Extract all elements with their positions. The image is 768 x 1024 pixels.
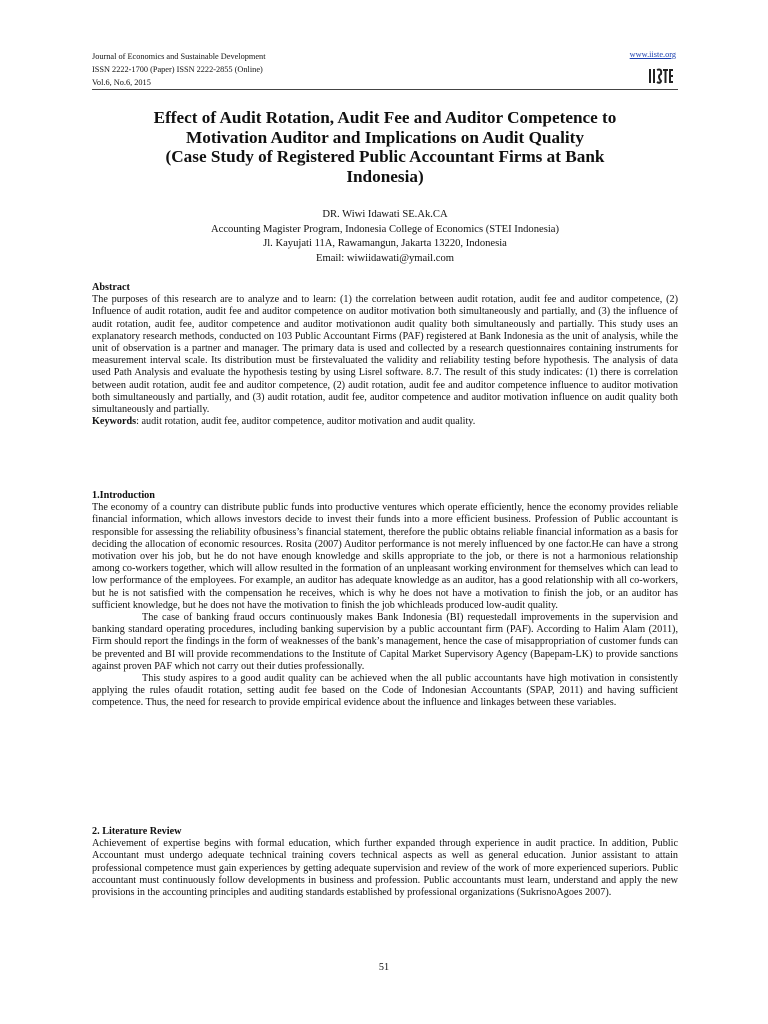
introduction-heading: 1.Introduction	[92, 490, 155, 501]
author-address: Jl. Kayujati 11A, Rawamangun, Jakarta 13220, Indonesia	[263, 238, 507, 250]
journal-volume: Vol.6, No.6, 2015	[92, 78, 151, 87]
page-number: 51	[378, 962, 390, 973]
title-line: Motivation Auditor and Implications on Audit Quality	[186, 127, 584, 147]
iiste-logo	[648, 66, 674, 86]
keywords	[92, 416, 678, 428]
header-divider	[92, 89, 678, 90]
introduction-section	[92, 490, 678, 710]
title-line: Effect of Audit Rotation, Audit Fee and Auditor Competence to	[153, 108, 617, 127]
paper-title	[92, 108, 678, 186]
iiste-logo-icon	[648, 66, 674, 86]
keywords-label: Keywords	[92, 416, 137, 428]
abstract-text: The purposes of this research are to analyze and to learn: (1) the correlation between audit rotation, audit fee and auditor competence, (2) Influence of audit rotation, audit fee and auditor competence on auditor motivation both simultaneously and partially, and (3) the influence of audit rotation, audit fee, auditor competence and auditor motivationon audit quality both simultaneously and partially. This study uses an explanatory research methods, conducted on 103 Public Accountant Firms (PAF) registered at Bank Indonesia as the unit of analysis, while the unit of observation is a partner and manager. The primary data is used and collected by a research questionnaires containing instruments for measurement interval scale. Its distribution must be firstevaluated the validity and reliability testing before hypothesis. The analysis of data used Path Analysis and evaluate the hypothesis testing by using Lisrel software. 8.7. The result of this study indicates: (1) there is correlation between audit rotation, audit fee and auditor competence, (2) audit rotation, audit fee and auditor competence influence to auditor motivation both simultaneously and partially, and (3) audit rotation, audit fee, auditor competence and auditor motivation influence on audit quality both simultaneously and partially.	[92, 294, 678, 416]
literature-review-section	[92, 826, 678, 899]
literature-review-text: Achievement of expertise begins with formal education, which further expanded through experience in audit practice. In addition, Public Accountant must undergo adequate technical training covers technical aspects as well as general education. Junior assistant to attain professional competence must gain experiences by getting adequate supervision and review of the work of more experienced superiors. Public accountant must continuously follow developments in business and profession. Public accountants must learn, understand and apply the new provisions in the accounting principles and auditing standards established by professional organizations (SukrisnoAgoes 2007).	[92, 838, 678, 899]
journal-website-link[interactable]: www.iiste.org	[629, 50, 676, 59]
introduction-paragraph: The case of banking fraud occurs continuously makes Bank Indonesia (BI) requestedall improvements in the supervision and banking standard operating procedures, including banking supervision by a public accountant firm (PAF). According to Halim Alam (2011), Firm should report the findings in the form of weaknesses of the bank’s management, hence the case of misappropriation of customer funds can be prevented and BI will provide recommendations to the Institute of Capital Market Supervisory Agency (Bapepam-LK) to provide sanctions against proven PAF which not carry out their duties professionally.	[92, 612, 678, 672]
introduction-paragraph: This study aspires to a good audit quality can be achieved when the all public accountants have high motivation in consistently applying the rules ofaudit rotation, setting audit fee based on the Code of Indonesian Accountants (SPAP, 2011) and having sufficient competence. Thus, the need for research to provide empirical evidence about the influence and linkages between these variables.	[92, 673, 678, 709]
journal-issn: ISSN 2222-1700 (Paper) ISSN 2222-2855 (Online)	[92, 65, 263, 74]
introduction-paragraph: The economy of a country can distribute public funds into productive ventures which operate efficiently, hence the economy provides reliable financial information, which allows investors decide to invest their funds into a more efficient business. Profession of Public accountant is responsible for assessing the reliability ofbusiness’s financial statement, therefore the public obtains reliable financial information as a basis for deciding the allocation of economic resources. Rosita (2007) Auditor performance is not merely influenced by one factor.He can have a strong motivation over his job, but he do not have enough knowledge and skills appropriate to the job, or there is not a harmonious relationship among co-workers together, which will allow resulted in the formation of an unpleasant working environment for themselves which can lead to low performance of the employees. For example, an auditor has adequate knowledge as an auditor, has a good relationship with all co-workers, but he is not satisfied with the compensation he receives, which is why he does not have a motivation to finish the job, or an auditor has sufficient knowledge, but he does not have the motivation to finish the job whichleads produced low-audit quality.	[92, 502, 678, 611]
journal-name: Journal of Economics and Sustainable Development	[92, 52, 266, 61]
author-block	[92, 208, 678, 266]
journal-info	[92, 50, 266, 89]
author-affiliation: Accounting Magister Program, Indonesia College of Economics (STEI Indonesia)	[210, 223, 560, 235]
literature-review-heading: 2. Literature Review	[92, 826, 182, 837]
author-email: Email: wiwiidawati@ymail.com	[315, 252, 455, 264]
abstract-heading: Abstract	[92, 282, 130, 293]
abstract-section	[92, 282, 678, 428]
author-name: DR. Wiwi Idawati SE.Ak.CA	[322, 209, 448, 220]
keywords-text: : audit rotation, audit fee, auditor competence, auditor motivation and audit quality.	[136, 416, 476, 428]
title-line: (Case Study of Registered Public Accountant Firms at Bank	[165, 147, 605, 166]
journal-header	[92, 50, 678, 94]
title-line: Indonesia)	[346, 166, 424, 186]
